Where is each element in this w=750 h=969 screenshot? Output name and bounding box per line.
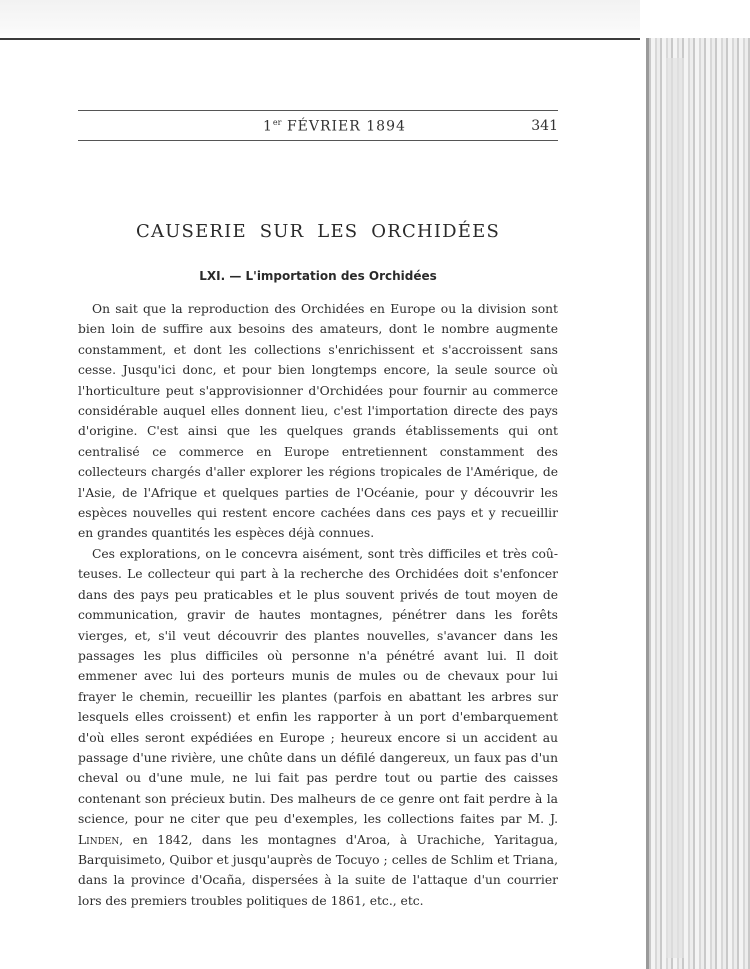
header-date-rest: FÉVRIER 1894 [286, 118, 406, 135]
paragraph-2 [78, 544, 558, 911]
paragraph-2-text-before: Ces explorations, on le concevra aisément, sont très difficiles et très coûteuses. Le collecteur qui part à la recherche des Orchidées doit s'enfoncer dans des pays peu praticables et le plus souvent privés de tout moyen de communication, gravir de hautes montagnes, pénétrer dans les forêts vierges, et, s'il veut découvrir des plantes nouvelles, s'avancer dans les passages les plus difficiles où personne n'a pénétré avant lui. Il doit emmener avec lui des porteurs munis de mules ou de chevaux pour lui frayer le chemin, recueillir les plantes (parfois en abattant les arbres sur lesquels elles croissent) et enfin les rapporter à un port d'embarquement d'où elles seront expédiées en Europe ; heureux encore si un accident au passage d'une rivière, une chûte dans un défilé dangereux, un faux pas d'un cheval ou d'une mule, ne lui fait pas perdre tout ou partie des caisses contenant son précieux butin. Des malheurs de ce genre ont fait perdre à la science, pour ne citer que peu d'exemples, les collections faites par M. J. [78, 546, 558, 827]
person-name-linden: Linden [78, 832, 120, 847]
running-header [78, 110, 558, 146]
page-number: 341 [531, 118, 558, 134]
header-rule-bottom [78, 140, 558, 141]
header-rule-top [78, 110, 558, 111]
header-date-day: 1 [263, 118, 273, 135]
paragraph-2-text-after: , en 1842, dans les montagnes d'Aroa, à Urachiche, Yaritagua, Barquisimeto, Quibor et jusqu'auprès de Tocuyo ; celles de Schlim et Triana, dans la province d'Ocaña, dispersées à la suite de l'attaque d'un courrier lors des premiers troubles politiques de 1861, etc., etc. [78, 832, 558, 908]
article-body [78, 299, 558, 911]
book-page-edges [646, 38, 750, 969]
scan-top-edge [0, 38, 640, 40]
article-title: CAUSERIE SUR LES ORCHIDÉES [136, 221, 500, 242]
header-date [263, 118, 406, 135]
scan-top-shadow [0, 0, 640, 40]
header-date-superscript: er [272, 118, 282, 127]
section-title: LXI. — L'importation des Orchidées [199, 269, 437, 283]
paragraph-1: On sait que la reproduction des Orchidées en Europe ou la division sont bien loin de suffire aux besoins des amateurs, dont le nombre augmente constamment, et dont les collections s'enrichissent et s'accroissent sans cesse. Jusqu'ici donc, et pour bien longtemps encore, la seule source où l'horticulture peut s'approvisionner d'Orchidées pour fournir au commerce considérable auquel elles donnent lieu, c'est l'importation directe des pays d'origine. C'est ainsi que les quelques grands établissements qui ont centralisé ce commerce en Europe entretiennent constamment des collecteurs chargés d'aller explorer les régions tropicales de l'Amérique, de l'Asie, de l'Afrique et quelques parties de l'Océanie, pour y découvrir les espèces nouvelles qui restent encore cachées dans ces pays et y recueillir en grandes quantités les espèces déjà connues. [78, 302, 558, 541]
